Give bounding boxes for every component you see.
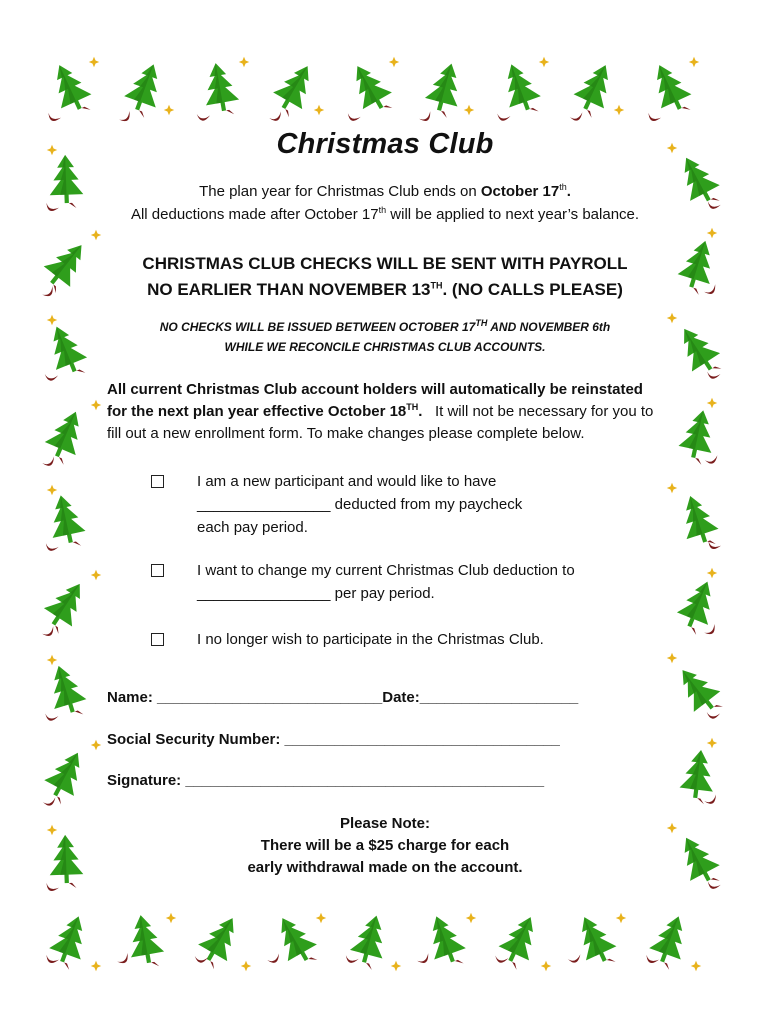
star-icon [667, 143, 677, 153]
ribbon-icon [269, 112, 284, 123]
tree-icon [671, 830, 726, 893]
form-body [107, 128, 663, 879]
intro-sup: th [559, 182, 567, 192]
ribbon-icon [43, 372, 58, 382]
star-icon [707, 738, 717, 748]
paragraph-bold-period: . [418, 403, 423, 420]
intro-text: The plan year for Christmas Club ends on [199, 183, 481, 200]
star-icon [91, 740, 101, 750]
ribbon-icon [646, 111, 661, 124]
star-icon [47, 145, 57, 155]
star-icon [689, 57, 699, 67]
ribbon-icon [344, 953, 359, 965]
intro-date-bold: October 17 [480, 183, 560, 200]
tree-icon [674, 491, 723, 552]
star-icon [89, 57, 99, 67]
ribbon-icon [569, 112, 583, 121]
tree-icon [644, 58, 697, 121]
notice-text: . (NO CALLS PLEASE) [442, 280, 623, 299]
new-deduction-amount-line[interactable]: ________________ per pay period. [197, 585, 435, 602]
notice-text: NO EARLIER THAN NOVEMBER 13 [147, 280, 431, 299]
tree-icon [39, 405, 91, 467]
star-icon [241, 961, 251, 971]
notice-line-2 [107, 277, 663, 303]
checks-notice [107, 251, 663, 303]
note-line: early withdrawal made on the account. [247, 859, 523, 876]
tree-icon [44, 492, 88, 551]
tree-icon [35, 235, 94, 298]
star-icon [667, 483, 677, 493]
ribbon-icon [644, 953, 659, 966]
star-icon [667, 823, 677, 833]
paragraph-bold: All current Christmas Club account holders will automatically be reinstated for the next plan year effective October 18 [107, 381, 643, 420]
option-change-deduction [151, 559, 663, 605]
ribbon-icon [703, 624, 718, 637]
star-icon [91, 961, 101, 971]
no-checks-line-2: WHILE WE RECONCILE CHRISTMAS CLUB ACCOUNTS. [224, 340, 546, 354]
option-text [197, 470, 522, 539]
star-icon [91, 230, 101, 240]
star-icon [539, 57, 549, 67]
tree-icon [421, 59, 467, 119]
star-icon [614, 105, 624, 115]
tree-icon [421, 911, 471, 973]
ribbon-icon [706, 539, 721, 552]
ribbon-icon [193, 954, 208, 964]
tree-icon [38, 745, 93, 808]
withdraw-checkbox[interactable] [151, 633, 164, 646]
ribbon-icon [494, 954, 509, 965]
note-heading: Please Note: [339, 815, 431, 832]
signature-field[interactable]: Signature: ___________________________________________ [107, 772, 545, 789]
tree-icon [48, 834, 83, 889]
page-title: Christmas Club [276, 128, 494, 160]
option-line: I want to change my current Christmas Club deduction to [197, 562, 575, 579]
tree-icon [493, 910, 546, 973]
ribbon-icon [116, 953, 131, 966]
ribbon-icon [496, 112, 511, 123]
star-icon [91, 570, 101, 580]
tree-icon [346, 911, 392, 971]
no-checks-text: AND NOVEMBER 6th [487, 320, 611, 334]
ribbon-icon [706, 370, 721, 381]
ribbon-icon [44, 881, 59, 894]
ribbon-icon [44, 953, 59, 966]
paragraph-sup: TH [406, 402, 419, 412]
paragraph-text: It will not be necessary for you to fill out a new enrollment form. To make changes please complete below. [107, 403, 658, 442]
ribbon-icon [46, 111, 61, 124]
star-icon [91, 400, 101, 410]
please-note [107, 813, 663, 879]
tree-icon [678, 748, 718, 805]
tree-icon [41, 320, 92, 382]
tree-icon [268, 910, 324, 973]
ssn-field[interactable]: Social Security Number: _________________________________ [107, 731, 560, 748]
option-text [197, 559, 575, 605]
option-line: I am a new participant and would like to have [197, 473, 497, 490]
reinstatement-paragraph [107, 379, 663, 445]
tree-icon [669, 660, 728, 723]
option-text [197, 628, 544, 651]
tree-icon [671, 150, 726, 213]
ribbon-icon [118, 111, 133, 124]
notice-line-1: CHRISTMAS CLUB CHECKS WILL BE SENT WITH PAYROLL [142, 254, 628, 273]
star-icon [47, 315, 57, 325]
star-icon [47, 485, 57, 495]
option-withdraw [151, 628, 663, 651]
star-icon [389, 57, 399, 67]
tree-icon [568, 58, 621, 121]
star-icon [164, 105, 174, 115]
name-date-field[interactable]: Name: ___________________________Date:___________________ [107, 689, 579, 706]
notice-sup: TH [430, 280, 443, 291]
ribbon-icon [267, 954, 282, 965]
new-participant-checkbox[interactable] [151, 475, 164, 488]
intro-text: All deductions made after October 17 [130, 206, 379, 223]
option-line: each pay period. [197, 519, 308, 536]
ribbon-icon [44, 541, 59, 553]
intro-line-2 [107, 203, 663, 226]
tree-icon [124, 912, 166, 971]
tree-icon [569, 910, 622, 973]
tree-icon [199, 60, 241, 119]
ribbon-icon [418, 111, 433, 123]
ribbon-icon [41, 626, 56, 638]
tree-icon [191, 910, 247, 973]
tree-icon [670, 320, 727, 383]
intro-sup: th [378, 205, 387, 215]
ribbon-icon [195, 112, 210, 122]
no-checks-line-1 [107, 317, 663, 337]
tree-icon [266, 58, 322, 121]
star-icon [616, 913, 626, 923]
change-deduction-checkbox[interactable] [151, 564, 164, 577]
star-icon [464, 105, 474, 115]
star-icon [691, 961, 701, 971]
ribbon-icon [416, 953, 431, 965]
tree-icon [45, 911, 95, 973]
ribbon-icon [705, 710, 720, 720]
tree-icon [120, 59, 170, 121]
note-line: There will be a $25 charge for each [260, 837, 510, 854]
tree-icon [672, 575, 723, 637]
ribbon-icon [42, 457, 57, 468]
ribbon-icon [706, 879, 721, 891]
tree-icon [496, 59, 546, 121]
tree-icon [44, 58, 97, 121]
tree-icon [36, 575, 93, 638]
tree-icon [645, 911, 695, 973]
star-icon [314, 105, 324, 115]
plan-year-intro [107, 180, 663, 226]
ribbon-icon [704, 455, 718, 464]
ribbon-icon [704, 795, 719, 806]
ribbon-icon [41, 286, 56, 299]
star-icon [541, 961, 551, 971]
star-icon [707, 398, 717, 408]
tree-icon [343, 58, 399, 121]
star-icon [667, 653, 677, 663]
star-icon [47, 655, 57, 665]
option-new-participant [151, 470, 663, 539]
ribbon-icon [706, 199, 721, 211]
no-checks-sup: TH [475, 318, 488, 328]
option-line: I no longer wish to participate in the Christmas Club. [197, 631, 544, 648]
no-checks-text: NO CHECKS WILL BE ISSUED BETWEEN OCTOBER 17 [159, 320, 476, 334]
ribbon-icon [44, 201, 59, 214]
no-checks-notice [107, 317, 663, 357]
star-icon [667, 313, 677, 323]
deduction-amount-line[interactable]: ________________ deducted from my paycheck [197, 496, 523, 513]
ribbon-icon [346, 111, 361, 123]
ribbon-icon [703, 284, 718, 296]
star-icon [316, 913, 326, 923]
ribbon-icon [42, 797, 56, 806]
star-icon [166, 913, 176, 923]
star-icon [707, 568, 717, 578]
star-icon [466, 913, 476, 923]
intro-text: will be applied to next year’s balance. [386, 206, 640, 223]
star-icon [391, 961, 401, 971]
star-icon [239, 57, 249, 67]
intro-period: . [566, 183, 571, 200]
tree-icon [48, 154, 83, 209]
ribbon-icon [567, 954, 581, 963]
star-icon [47, 825, 57, 835]
ribbon-icon [44, 712, 59, 723]
intro-line-1 [107, 180, 663, 203]
star-icon [707, 228, 717, 238]
tree-icon [676, 407, 720, 466]
tree-icon [43, 661, 91, 722]
